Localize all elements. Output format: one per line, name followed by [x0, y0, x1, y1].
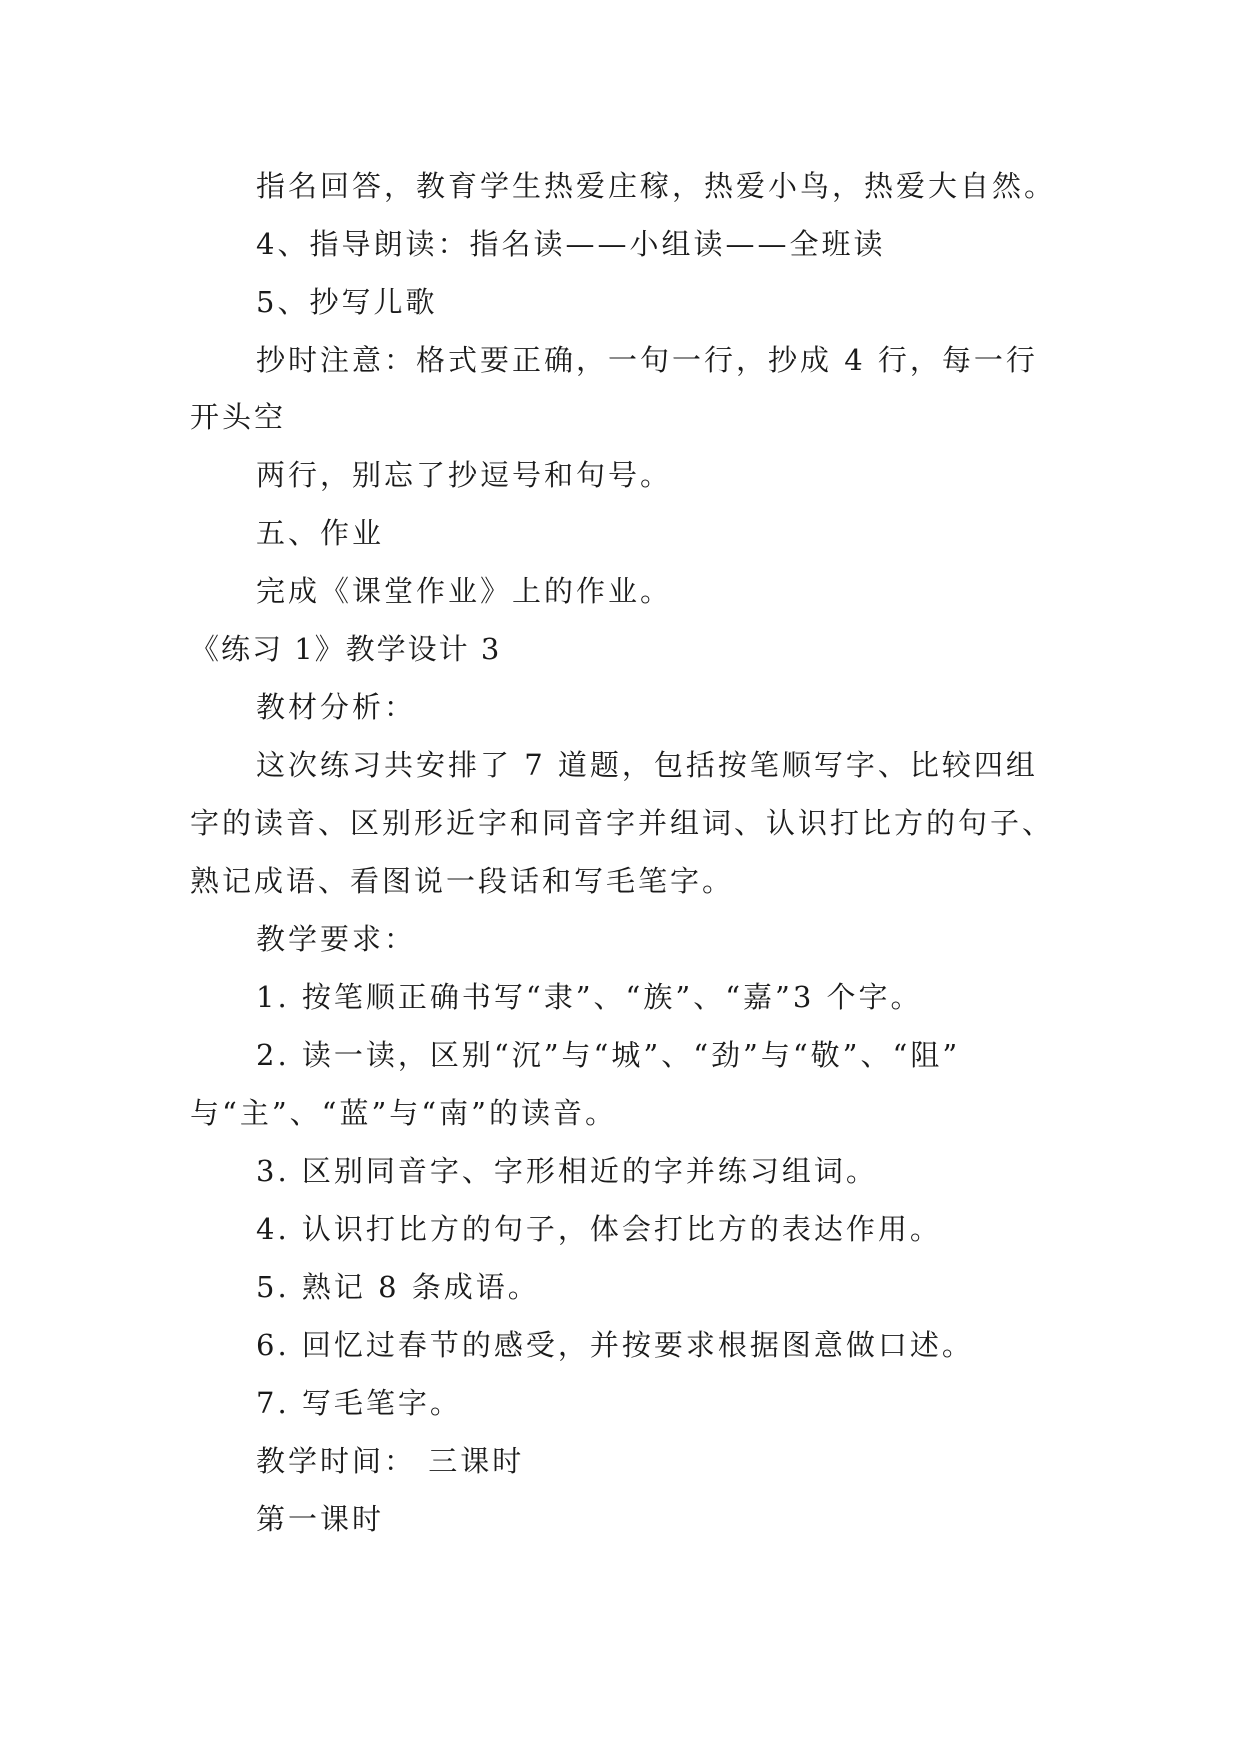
list-item: 7. 写毛笔字。 — [256, 1386, 462, 1420]
paragraph-line: 两行，别忘了抄逗号和句号。 — [256, 458, 673, 492]
paragraph-line: 教学时间： 三课时 — [256, 1444, 525, 1478]
section-heading: 五、作业 — [256, 516, 385, 550]
paragraph-line: 抄时注意：格式要正确，一句一行，抄成 4 行，每一行 — [256, 343, 1038, 377]
list-item: 1. 按笔顺正确书写“隶”、“族”、“嘉”3 个字。 — [256, 980, 923, 1014]
paragraph-line: 熟记成语、看图说一段话和写毛笔字。 — [190, 864, 735, 898]
paragraph-line: 这次练习共安排了 7 道题，包括按笔顺写字、比较四组 — [256, 748, 1038, 782]
paragraph-line: 完成《课堂作业》上的作业。 — [256, 574, 673, 608]
paragraph-line: 4、指导朗读：指名读——小组读——全班读 — [256, 227, 886, 261]
section-heading: 教材分析： — [256, 690, 417, 724]
paragraph-line: 字的读音、区别形近字和同音字并组词、认识打比方的句子、 — [190, 806, 1055, 840]
list-item-continuation: 与“主”、“蓝”与“南”的读音。 — [190, 1096, 617, 1130]
paragraph-line: 指名回答，教育学生热爱庄稼，热爱小鸟，热爱大自然。 — [256, 169, 1057, 203]
list-item: 3. 区别同音字、字形相近的字并练习组词。 — [256, 1154, 878, 1188]
paragraph-line: 开头空 — [190, 400, 287, 434]
section-heading: 教学要求： — [256, 922, 417, 956]
list-item: 6. 回忆过春节的感受，并按要求根据图意做口述。 — [256, 1328, 974, 1362]
list-item: 4. 认识打比方的句子，体会打比方的表达作用。 — [256, 1212, 942, 1246]
list-item: 2. 读一读，区别“沉”与“城”、“劲”与“敬”、“阻” — [256, 1038, 961, 1072]
paragraph-line: 5、抄写儿歌 — [256, 285, 438, 319]
section-heading: 第一课时 — [256, 1502, 385, 1536]
document-title: 《练习 1》教学设计 3 — [190, 632, 502, 666]
list-item: 5. 熟记 8 条成语。 — [256, 1270, 540, 1304]
